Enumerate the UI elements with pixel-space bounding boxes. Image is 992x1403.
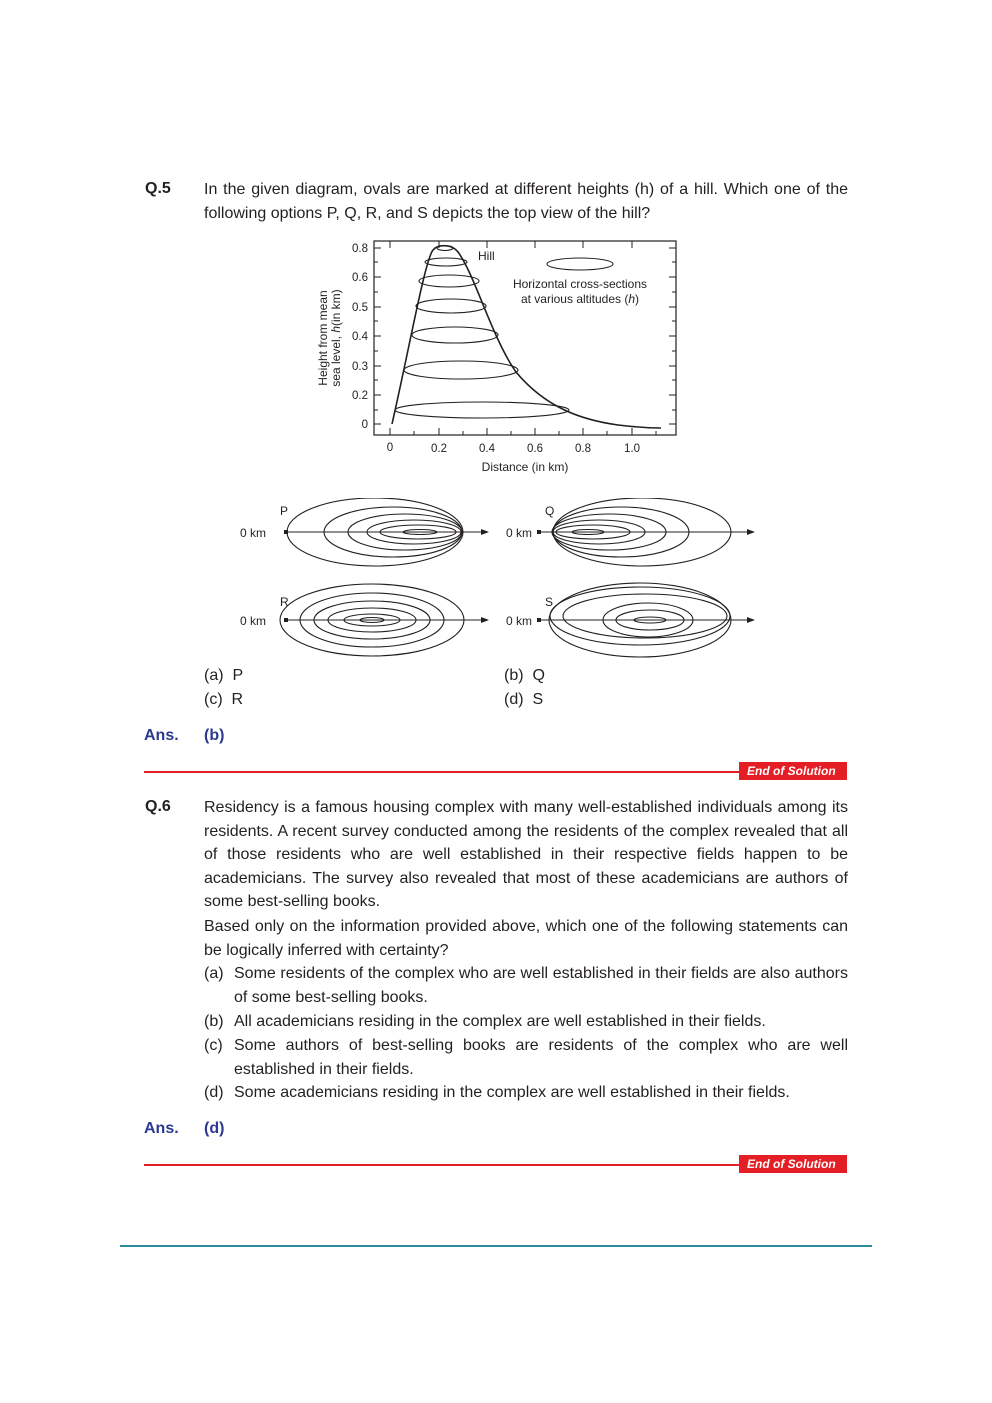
diagram-q-origin: 0 km xyxy=(506,526,533,540)
q6-option-a: (a) Some residents of the complex who are well established in their fields are also authors of some best-selling books. xyxy=(204,965,848,1006)
y-tick: 0.3 xyxy=(352,361,368,373)
y-tick: 0.8 xyxy=(352,243,368,255)
y-axis-label xyxy=(316,289,343,386)
hill-label: Hill xyxy=(478,249,495,263)
diagram-p-label: P xyxy=(280,504,289,518)
end-of-solution-badge: End of Solution xyxy=(739,762,847,780)
x-tick: 1.0 xyxy=(624,443,640,455)
q6-answer-label: Ans. xyxy=(144,1120,179,1137)
q6-text: Residency is a famous housing complex with many well-established individuals among its residents. A recent survey conducted among the residents of the complex revealed that all of those residents who are well established in their respective fields happen to be academicians. The survey also revealed that most of these academicians are authors of some best-selling books. xyxy=(204,799,848,910)
q6-text2: Based only on the information provided above, which one of the following statements can be logically inferred with certainty? xyxy=(204,918,848,959)
diagram-s-origin: 0 km xyxy=(506,614,533,628)
diagram-r-label: R xyxy=(280,595,289,609)
q5-number: Q.5 xyxy=(145,180,171,197)
q5-answer-value: (b) xyxy=(204,727,225,744)
y-tick: 0.6 xyxy=(352,272,368,284)
q5-answer-label: Ans. xyxy=(144,727,179,744)
y-tick: 0.2 xyxy=(352,390,368,402)
diagram-s-label: S xyxy=(545,595,554,609)
legend-line1: Horizontal cross-sections xyxy=(512,277,648,291)
q6-option-c: (c) Some authors of best-selling books are residents of the complex who are well established in their fields. xyxy=(204,1037,848,1078)
q5-option-c: (c) R xyxy=(204,691,244,708)
diagram-p-origin: 0 km xyxy=(240,526,267,540)
diagram-q-label: Q xyxy=(545,504,555,518)
y-tick: 0.5 xyxy=(352,302,368,314)
diagram-r-origin: 0 km xyxy=(240,614,267,628)
end-of-solution-rule xyxy=(144,771,740,773)
q6-number: Q.6 xyxy=(145,798,171,815)
q5-option-a: (a) P xyxy=(204,667,244,684)
q5-text: In the given diagram, ovals are marked at different heights (h) of a hill. Which one of the following options P, Q, R, and S depicts the top view of the hill? xyxy=(204,181,848,222)
hill-graph xyxy=(300,234,700,484)
y-tick: 0.4 xyxy=(352,331,368,343)
q5-option-b: (b) Q xyxy=(504,667,545,684)
hill-profile-curve xyxy=(392,246,661,428)
end-of-solution-rule xyxy=(144,1164,740,1166)
legend-line2: at various altitudes (h) xyxy=(520,292,640,306)
x-axis-label: Distance (in km) xyxy=(481,460,569,474)
y-tick: 0 xyxy=(361,419,368,431)
svg-text:Height from mean: Height from mean xyxy=(316,290,330,386)
x-tick: 0.4 xyxy=(479,443,495,455)
top-view-options xyxy=(230,498,770,668)
footer-rule xyxy=(120,1245,872,1247)
x-tick: 0.8 xyxy=(575,443,591,455)
x-tick: 0.2 xyxy=(431,443,447,455)
x-tick: 0 xyxy=(386,442,394,454)
q6-option-b: (b) All academicians residing in the complex are well established in their fields. xyxy=(204,1013,766,1030)
q6-answer-value: (d) xyxy=(204,1120,225,1137)
end-of-solution-badge: End of Solution xyxy=(739,1155,847,1173)
cross-section-ovals xyxy=(395,246,613,419)
svg-text:sea level, h(in km): sea level, h(in km) xyxy=(329,289,343,387)
q5-option-d: (d) S xyxy=(504,691,544,708)
q6-option-d: (d) Some academicians residing in the complex are well established in their fields. xyxy=(204,1084,790,1101)
x-tick: 0.6 xyxy=(527,443,543,455)
